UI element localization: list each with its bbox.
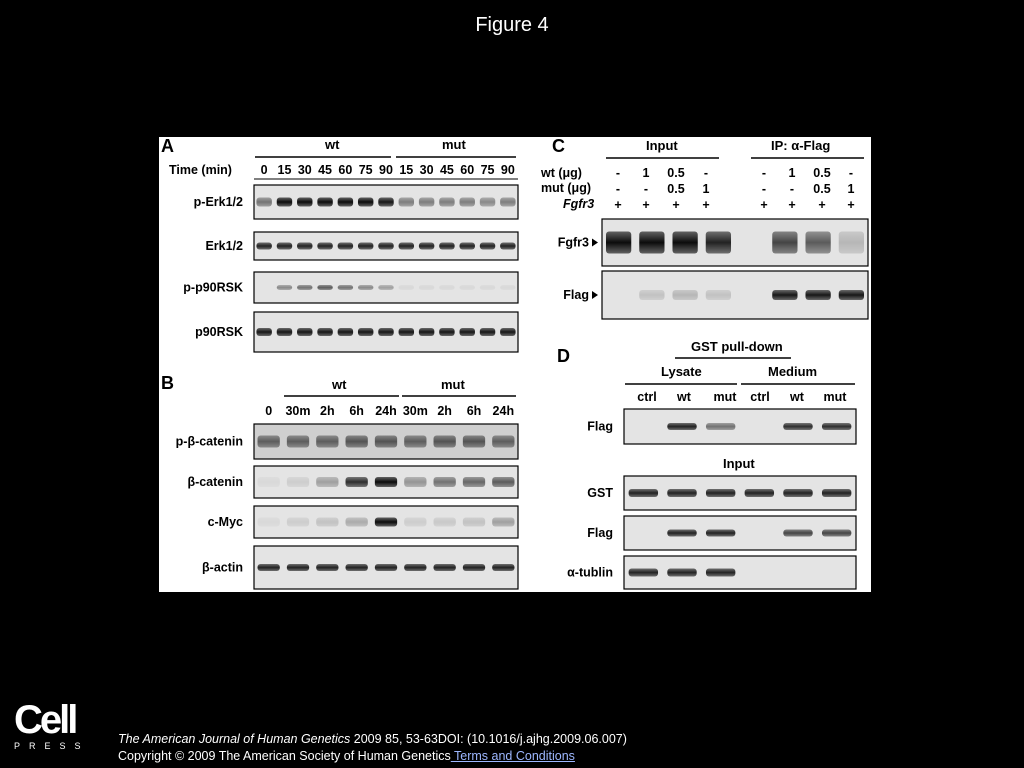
panel-a-blot-0-band [277, 198, 292, 207]
panel-b-blot-1-band [375, 477, 397, 487]
panel-b-blot-3-band [287, 564, 309, 571]
time-45: 45 [318, 163, 333, 177]
fgfr3-value: + [672, 198, 680, 212]
wt-value: 0.5 [813, 166, 831, 180]
panel-b-blot-2-band [375, 518, 397, 527]
panel-d-blot-1 [624, 476, 856, 510]
blot-label-p-erk1-2: p-Erk1/2 [193, 195, 243, 209]
panel-a-blot-0-band [439, 198, 454, 207]
panel-b-blot-1-band [463, 477, 485, 487]
panel-c-letter: C [552, 137, 565, 156]
panel-d-blot-0-band [667, 423, 696, 430]
cell-press-logo [14, 698, 90, 751]
blot-label-p90rsk: p90RSK [195, 325, 243, 339]
panel-a-blot-2-band [317, 285, 332, 290]
panel-b-blot-0-band [287, 436, 309, 448]
panel-b-blot-0-band [492, 436, 514, 448]
mut-value: - [761, 182, 767, 196]
panel-b-blot-2-band [287, 518, 309, 527]
panel-c-mut-row-label: mut (μg) [541, 181, 591, 195]
panel-c-input-label: Input [646, 138, 678, 153]
panel-c-blots [558, 219, 868, 319]
panel-d-blots [567, 409, 856, 589]
panel-a-blot-0-band [297, 198, 312, 207]
panel-a-blot-2-band [358, 285, 373, 290]
panel-a-blot-1-band [439, 243, 454, 250]
time-60: 60 [338, 163, 353, 177]
panel-d-blot-1-band [706, 489, 735, 497]
panel-d-blot-1-membrane [624, 476, 856, 510]
wt-value: 1 [642, 166, 650, 180]
fgfr3-value: + [760, 198, 768, 212]
panel-d-blot-0-band [706, 423, 735, 430]
arrowhead-icon [592, 291, 598, 299]
lane-wt: wt [677, 390, 691, 404]
panel-a-blot-0-band [317, 198, 332, 207]
panel-a-blot-1-band [399, 243, 414, 250]
fgfr3-value: + [614, 198, 622, 212]
lane-ctrl: ctrl [750, 390, 770, 404]
panel-a-blot-3-band [256, 328, 271, 336]
panel-d-gst-label: GST pull-down [691, 339, 783, 354]
panel-d-blot-2-band [667, 530, 696, 537]
panel-b-blot-0-band [404, 436, 426, 448]
panel-a-blot-3 [254, 312, 518, 352]
panel-a-blot-2-band [338, 285, 353, 290]
panel-b-blot-1-band [258, 477, 280, 487]
panel-a-blot-1 [254, 232, 518, 260]
blot-label-fgfr3: Fgfr3 [557, 235, 589, 250]
panel-d-blot-3-membrane [624, 556, 856, 589]
panel-b-blot-1 [254, 466, 518, 498]
blot-label--tublin: α-tublin [567, 565, 613, 580]
panel-c-blot-0-band [639, 232, 664, 254]
time-90: 90 [379, 163, 393, 177]
panel-d-letter: D [557, 346, 570, 366]
panel-a-blot-2-band [460, 285, 475, 290]
panel-a-blot-0-band [399, 198, 414, 207]
blot-label-flag: Flag [587, 419, 613, 434]
panel-b-blot-3 [254, 546, 518, 589]
panel-a-blot-1-band [358, 243, 373, 250]
panel-a-blot-1-band [256, 243, 271, 250]
panel-d-blot-2-membrane [624, 516, 856, 550]
panel-d-blot-1-band [822, 489, 851, 497]
panel-d-blot-3 [624, 556, 856, 589]
panel-d-lysate-label: Lysate [661, 364, 702, 379]
time-30: 30 [297, 163, 312, 177]
fgfr3-value: + [642, 198, 650, 212]
panel-b-blot-0-band [375, 436, 397, 448]
panel-b-blot-3-band [404, 564, 426, 571]
mut-value: - [615, 182, 621, 196]
panel-a-blot-0-band [419, 198, 434, 207]
panel-b-blot-2-band [316, 518, 338, 527]
panel-c-blot-0-band [772, 232, 797, 254]
time-90: 90 [500, 163, 515, 177]
panel-a-time-label: Time (min) [169, 163, 232, 177]
arrowhead-icon [592, 239, 598, 247]
panel-a-blot-0-band [480, 198, 495, 207]
time-24h: 24h [375, 404, 397, 418]
time-45: 45 [439, 163, 454, 177]
blot-label-c-myc: c-Myc [207, 515, 243, 529]
logo-press: PRESS [14, 741, 90, 751]
panel-b-letter: B [161, 373, 174, 393]
panel-b-mut-label: mut [441, 377, 465, 392]
panel-a-blot-2-band [378, 285, 393, 290]
mut-value: 1 [702, 182, 710, 196]
panel-a-blot-0-band [378, 198, 393, 207]
panel-d-blot-2-band [783, 530, 812, 537]
panel-b-blot-3-band [346, 564, 368, 571]
panel-b-blot-2-band [463, 518, 485, 527]
panel-a-blot-3-band [378, 328, 393, 336]
panel-c-wt-row-label: wt (μg) [541, 166, 582, 180]
panel-c-blot-0-band [805, 232, 830, 254]
time-15: 15 [399, 163, 414, 177]
blot-label-erk1-2: Erk1/2 [205, 239, 243, 253]
fgfr3-value: + [818, 198, 826, 212]
blot-label-p-catenin: p-β-catenin [175, 434, 243, 449]
panel-b-blot-0-band [346, 436, 368, 448]
panel-a-blot-1-band [460, 243, 475, 250]
panel-c-blot-0-band [672, 232, 697, 254]
time-0: 0 [260, 163, 268, 177]
panel-b-blot-3-band [463, 564, 485, 571]
panel-c-blot-0-band [606, 232, 631, 254]
time-30: 30 [419, 163, 434, 177]
panel-a-wt-label: wt [325, 137, 340, 152]
panel-a-blot-1-band [297, 243, 312, 250]
panel-d-blot-0-band [783, 423, 812, 430]
panel-a-blot-1-band [378, 243, 393, 250]
panel-a-blot-2-band [419, 285, 434, 290]
panel-a-blot-3-band [439, 328, 454, 336]
panel-a-blot-1-band [419, 243, 434, 250]
panel-a-blot-3-band [317, 328, 332, 336]
time-75: 75 [358, 163, 373, 177]
panel-a-blot-3-band [399, 328, 414, 336]
time-30m: 30m [285, 404, 311, 418]
panel-a-blot-3-band [500, 328, 515, 336]
panel-a-blots [183, 185, 518, 352]
panel-c-blot-1-band [772, 290, 797, 300]
panel-b-wt-label: wt [332, 377, 347, 392]
panel-d-blot-2 [624, 516, 856, 550]
blot-label-gst: GST [587, 486, 613, 500]
panel-a-blot-0-band [256, 198, 271, 207]
panel-b-blot-3-band [375, 564, 397, 571]
panel-b-blot-2-band [434, 518, 456, 527]
blot-label-flag: Flag [563, 288, 589, 302]
panel-b-blot-0-band [258, 436, 280, 448]
panel-c-blot-1 [602, 271, 868, 319]
panel-a-blot-3-band [358, 328, 373, 336]
fgfr3-value: + [788, 198, 796, 212]
wt-value: - [703, 166, 709, 180]
panel-d-blot-1-band [667, 489, 696, 497]
panel-a-blot-3-band [419, 328, 434, 336]
panel-b-time-row [265, 404, 514, 418]
panel-a-blot-1-band [317, 243, 332, 250]
blot-label--actin: β-actin [202, 560, 243, 575]
time-0: 0 [265, 404, 273, 418]
panel-d-blot-3-band [629, 569, 658, 577]
panel-d-blot-2-band [822, 530, 851, 537]
panel-c-ip-label: IP: α-Flag [771, 138, 831, 153]
panel-c-blot-1-band [706, 290, 731, 300]
panel-b-blot-2-band [492, 518, 514, 527]
copyright-line [118, 748, 627, 765]
panel-a-blot-2-band [500, 285, 515, 290]
panel-a-blot-1-band [338, 243, 353, 250]
panel-b-blot-2-band [346, 518, 368, 527]
panel-b-blot-0-band [316, 436, 338, 448]
panel-b-blot-2-band [258, 518, 280, 527]
panel-b-blot-2-band [404, 518, 426, 527]
panel-c-blot-1-band [672, 290, 697, 300]
panel-b-blot-1-band [346, 477, 368, 487]
panel-c-blot-0 [602, 219, 868, 266]
mut-value: 1 [847, 182, 855, 196]
panel-a-mut-label: mut [442, 137, 466, 152]
panel-b-blot-3-band [492, 564, 514, 571]
panel-a-blot-0 [254, 185, 518, 219]
blot-label--catenin: β-catenin [187, 475, 243, 489]
panel-a-blot-2 [254, 272, 518, 303]
panel-b-blot-0 [254, 424, 518, 459]
panel-c-value-grid [614, 166, 854, 212]
panel-a-blot-1-band [500, 243, 515, 250]
panel-d-blot-0-membrane [624, 409, 856, 444]
panel-d-blot-1-band [783, 489, 812, 497]
panel-b-blot-0-band [463, 436, 485, 448]
panel-b-blot-3-band [258, 564, 280, 571]
panel-c-blot-1-band [805, 290, 830, 300]
panel-d-blot-1-band [629, 489, 658, 497]
panel-a-blot-2-band [439, 285, 454, 290]
panel-a-blot-0-band [338, 198, 353, 207]
panel-b-blot-1-band [434, 477, 456, 487]
journal-name: The American Journal of Human Genetics [118, 732, 351, 746]
mut-value: 0.5 [813, 182, 831, 196]
wt-value: - [848, 166, 854, 180]
panel-a-blot-2-band [399, 285, 414, 290]
wt-value: 0.5 [667, 166, 685, 180]
panel-d-blot-0 [624, 409, 856, 444]
mut-value: - [789, 182, 795, 196]
time-2h: 2h [437, 404, 452, 418]
panel-b-blot-0-band [434, 436, 456, 448]
panel-a-blot-0-band [358, 198, 373, 207]
figure-panel [159, 137, 871, 592]
panel-d-blot-3-band [667, 569, 696, 577]
panel-d-blot-3-band [706, 569, 735, 577]
time-15: 15 [277, 163, 292, 177]
panel-a-blot-3-band [297, 328, 312, 336]
panel-a-blot-1-band [277, 243, 292, 250]
panel-b-blot-1-band [404, 477, 426, 487]
fgfr3-value: + [702, 198, 710, 212]
logo-word: Cell [14, 698, 76, 742]
time-30m: 30m [402, 404, 428, 418]
panel-a-blot-0-band [460, 198, 475, 207]
citation-footer [118, 731, 627, 765]
time-6h: 6h [349, 404, 364, 418]
panel-b-blot-3-band [316, 564, 338, 571]
time-24h: 24h [492, 404, 515, 418]
panel-b-blot-3-band [434, 564, 456, 571]
panel-d-medium-label: Medium [768, 364, 818, 379]
panel-b-blot-1-band [492, 477, 514, 487]
panel-d-lane-row [637, 390, 847, 404]
panel-a-blot-2-band [480, 285, 495, 290]
panel-a-blot-2-band [297, 285, 312, 290]
lane-mut: mut [823, 390, 847, 404]
panel-c-blot-0-band [839, 232, 864, 254]
panel-a-blot-3-band [277, 328, 292, 336]
panel-a-blot-3-band [460, 328, 475, 336]
panel-c-blot-1-band [839, 290, 864, 300]
citation-details: 2009 85, 53-63DOI: (10.1016/j.ajhg.2009.06.007) [350, 732, 627, 746]
wt-value: 1 [788, 166, 796, 180]
blot-label-p-p90rsk: p-p90RSK [183, 280, 243, 295]
panel-a-blot-1-band [480, 243, 495, 250]
wt-value: - [761, 166, 767, 180]
lane-wt: wt [790, 390, 804, 404]
copyright-text: Copyright © 2009 The American Society of Human Genetics [118, 749, 451, 763]
panel-a-time-row [254, 163, 518, 179]
time-2h: 2h [320, 404, 335, 418]
time-6h: 6h [466, 404, 482, 418]
panel-b-blot-1-band [287, 477, 309, 487]
time-60: 60 [460, 163, 475, 177]
panel-a-letter: A [161, 137, 174, 156]
panel-c-blot-0-band [706, 232, 731, 254]
fgfr3-value: + [847, 198, 855, 212]
panel-a-blot-3-band [480, 328, 495, 336]
blot-label-flag: Flag [587, 526, 613, 540]
panel-d-blot-2-band [706, 530, 735, 537]
panel-b-blot-2 [254, 506, 518, 538]
lane-mut: mut [713, 390, 737, 404]
lane-ctrl: ctrl [637, 390, 657, 404]
panel-d-input-label: Input [723, 456, 755, 471]
panel-d-blot-1-band [745, 489, 774, 497]
slide-title: Figure 4 [475, 14, 549, 36]
wt-value: - [615, 166, 621, 180]
time-75: 75 [480, 163, 495, 177]
panel-b-blot-1-band [316, 477, 338, 487]
panel-d-blot-0-band [822, 423, 851, 430]
panel-a-blot-0-band [500, 198, 515, 207]
panel-a-blot-3-band [338, 328, 353, 336]
panel-a-blot-2-band [277, 285, 292, 290]
citation-line [118, 731, 627, 748]
mut-value: 0.5 [667, 182, 685, 196]
terms-link[interactable]: Terms and Conditions [450, 749, 575, 763]
panel-c-fgfr3-row-label: Fgfr3 [563, 197, 595, 211]
mut-value: - [643, 182, 649, 196]
panel-b-blots [176, 424, 518, 589]
panel-c-blot-1-band [639, 290, 664, 300]
